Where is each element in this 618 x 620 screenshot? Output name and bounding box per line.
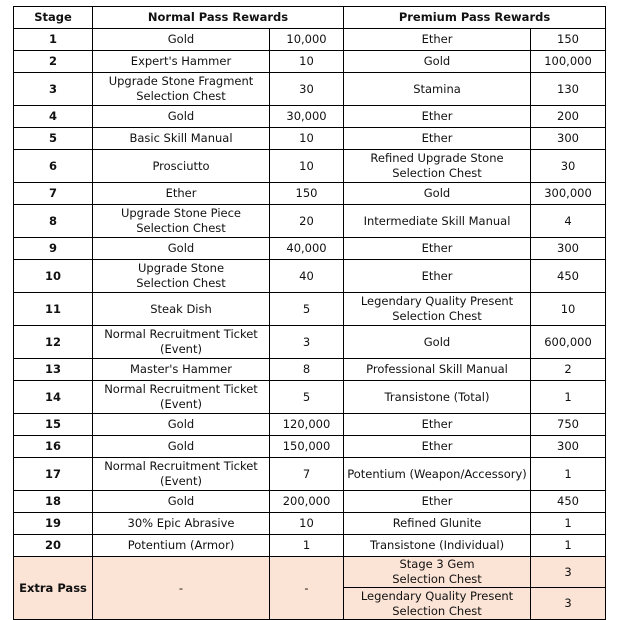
- normal-reward-qty: 200,000: [270, 491, 344, 513]
- premium-reward-qty: 100,000: [531, 51, 606, 73]
- premium-reward-qty: 600,000: [531, 326, 606, 359]
- normal-reward-item: Potentium (Armor): [93, 535, 270, 557]
- table-row: [14, 29, 606, 51]
- premium-reward-qty: 10: [531, 293, 606, 326]
- premium-reward-qty: 150: [531, 29, 606, 51]
- premium-reward-qty: 2: [531, 359, 606, 381]
- normal-reward-qty: 150,000: [270, 436, 344, 458]
- normal-reward-item: Prosciutto: [93, 150, 270, 183]
- table-row: [14, 106, 606, 128]
- premium-reward-item: Gold: [344, 326, 531, 359]
- stage-cell: 2: [14, 51, 93, 73]
- table-row: [14, 51, 606, 73]
- table-row: [14, 513, 606, 535]
- table-row: [14, 183, 606, 205]
- stage-cell: 7: [14, 183, 93, 205]
- extra-premium-qty: 3: [531, 588, 606, 620]
- stage-cell: 4: [14, 106, 93, 128]
- stage-cell: 6: [14, 150, 93, 183]
- stage-cell: 15: [14, 414, 93, 436]
- normal-reward-qty: 10: [270, 513, 344, 535]
- normal-reward-qty: 40: [270, 260, 344, 293]
- normal-reward-item: 30% Epic Abrasive: [93, 513, 270, 535]
- premium-reward-item: Ether: [344, 260, 531, 293]
- stage-cell: 17: [14, 458, 93, 491]
- normal-reward-item: Upgrade Stone Fragment Selection Chest: [93, 73, 270, 106]
- extra-normal-item: -: [93, 557, 270, 620]
- extra-premium-qty: 3: [531, 557, 606, 588]
- stage-cell: 10: [14, 260, 93, 293]
- normal-reward-qty: 10: [270, 128, 344, 150]
- table-row: [14, 491, 606, 513]
- normal-reward-item: Steak Dish: [93, 293, 270, 326]
- normal-reward-qty: 10: [270, 51, 344, 73]
- normal-reward-qty: 20: [270, 205, 344, 238]
- table-row: [14, 128, 606, 150]
- premium-reward-item: Professional Skill Manual: [344, 359, 531, 381]
- stage-cell: 1: [14, 29, 93, 51]
- normal-reward-item: Gold: [93, 414, 270, 436]
- premium-reward-qty: 750: [531, 414, 606, 436]
- normal-reward-item: Upgrade Stone Piece Selection Chest: [93, 205, 270, 238]
- table-row: [14, 73, 606, 106]
- normal-reward-item: Gold: [93, 491, 270, 513]
- extra-premium-item: Stage 3 Gem Selection Chest: [344, 557, 531, 588]
- premium-reward-item: Ether: [344, 436, 531, 458]
- table-row: [14, 458, 606, 491]
- table-row: [14, 381, 606, 414]
- premium-reward-item: Ether: [344, 491, 531, 513]
- premium-reward-qty: 4: [531, 205, 606, 238]
- premium-reward-item: Stamina: [344, 73, 531, 106]
- normal-reward-item: Gold: [93, 106, 270, 128]
- header-row: [14, 7, 606, 29]
- premium-pass-header: Premium Pass Rewards: [344, 7, 606, 29]
- extra-pass-body: [14, 557, 606, 620]
- premium-reward-item: Ether: [344, 414, 531, 436]
- table-row: [14, 414, 606, 436]
- premium-reward-qty: 30: [531, 150, 606, 183]
- stage-cell: 18: [14, 491, 93, 513]
- normal-reward-item: Expert's Hammer: [93, 51, 270, 73]
- normal-reward-qty: 1: [270, 535, 344, 557]
- extra-normal-qty: -: [270, 557, 344, 620]
- premium-reward-item: Ether: [344, 29, 531, 51]
- rewards-body: [14, 29, 606, 557]
- normal-reward-item: Gold: [93, 238, 270, 260]
- stage-cell: 13: [14, 359, 93, 381]
- premium-reward-item: Ether: [344, 128, 531, 150]
- premium-reward-qty: 1: [531, 381, 606, 414]
- premium-reward-qty: 1: [531, 535, 606, 557]
- table-row: [14, 260, 606, 293]
- table-row: [14, 293, 606, 326]
- normal-reward-item: Gold: [93, 436, 270, 458]
- normal-reward-item: Gold: [93, 29, 270, 51]
- table-row: [14, 205, 606, 238]
- extra-pass-row: [14, 557, 606, 588]
- normal-reward-qty: 5: [270, 381, 344, 414]
- normal-reward-qty: 10,000: [270, 29, 344, 51]
- pass-rewards-table: [13, 6, 606, 620]
- normal-reward-qty: 8: [270, 359, 344, 381]
- premium-reward-item: Legendary Quality Present Selection Chest: [344, 293, 531, 326]
- premium-reward-qty: 1: [531, 513, 606, 535]
- normal-reward-qty: 150: [270, 183, 344, 205]
- premium-reward-item: Ether: [344, 238, 531, 260]
- stage-cell: 20: [14, 535, 93, 557]
- normal-reward-qty: 5: [270, 293, 344, 326]
- table-row: [14, 359, 606, 381]
- premium-reward-qty: 300: [531, 128, 606, 150]
- normal-reward-item: Normal Recruitment Ticket (Event): [93, 381, 270, 414]
- stage-cell: 3: [14, 73, 93, 106]
- premium-reward-qty: 450: [531, 260, 606, 293]
- normal-reward-item: Ether: [93, 183, 270, 205]
- normal-reward-item: Normal Recruitment Ticket (Event): [93, 458, 270, 491]
- premium-reward-qty: 300: [531, 436, 606, 458]
- premium-reward-item: Gold: [344, 183, 531, 205]
- premium-reward-item: Refined Upgrade Stone Selection Chest: [344, 150, 531, 183]
- stage-cell: 16: [14, 436, 93, 458]
- stage-cell: 12: [14, 326, 93, 359]
- normal-reward-item: Master's Hammer: [93, 359, 270, 381]
- table-row: [14, 238, 606, 260]
- normal-reward-item: Normal Recruitment Ticket (Event): [93, 326, 270, 359]
- normal-reward-qty: 120,000: [270, 414, 344, 436]
- normal-reward-item: Upgrade Stone Selection Chest: [93, 260, 270, 293]
- extra-pass-label: Extra Pass: [14, 557, 93, 620]
- premium-reward-qty: 300: [531, 238, 606, 260]
- premium-reward-qty: 450: [531, 491, 606, 513]
- premium-reward-item: Transistone (Total): [344, 381, 531, 414]
- stage-header: Stage: [14, 7, 93, 29]
- normal-reward-qty: 30,000: [270, 106, 344, 128]
- normal-pass-header: Normal Pass Rewards: [93, 7, 344, 29]
- premium-reward-item: Transistone (Individual): [344, 535, 531, 557]
- stage-cell: 11: [14, 293, 93, 326]
- premium-reward-item: Potentium (Weapon/Accessory): [344, 458, 531, 491]
- stage-cell: 5: [14, 128, 93, 150]
- normal-reward-qty: 7: [270, 458, 344, 491]
- normal-reward-qty: 3: [270, 326, 344, 359]
- normal-reward-qty: 40,000: [270, 238, 344, 260]
- table-row: [14, 326, 606, 359]
- stage-cell: 19: [14, 513, 93, 535]
- stage-cell: 14: [14, 381, 93, 414]
- premium-reward-qty: 130: [531, 73, 606, 106]
- extra-premium-item: Legendary Quality Present Selection Chest: [344, 588, 531, 620]
- premium-reward-qty: 1: [531, 458, 606, 491]
- premium-reward-item: Intermediate Skill Manual: [344, 205, 531, 238]
- normal-reward-qty: 10: [270, 150, 344, 183]
- normal-reward-item: Basic Skill Manual: [93, 128, 270, 150]
- premium-reward-item: Gold: [344, 51, 531, 73]
- table-row: [14, 436, 606, 458]
- premium-reward-item: Ether: [344, 106, 531, 128]
- table-row: [14, 150, 606, 183]
- stage-cell: 9: [14, 238, 93, 260]
- premium-reward-qty: 200: [531, 106, 606, 128]
- premium-reward-item: Refined Glunite: [344, 513, 531, 535]
- premium-reward-qty: 300,000: [531, 183, 606, 205]
- table-row: [14, 535, 606, 557]
- stage-cell: 8: [14, 205, 93, 238]
- normal-reward-qty: 30: [270, 73, 344, 106]
